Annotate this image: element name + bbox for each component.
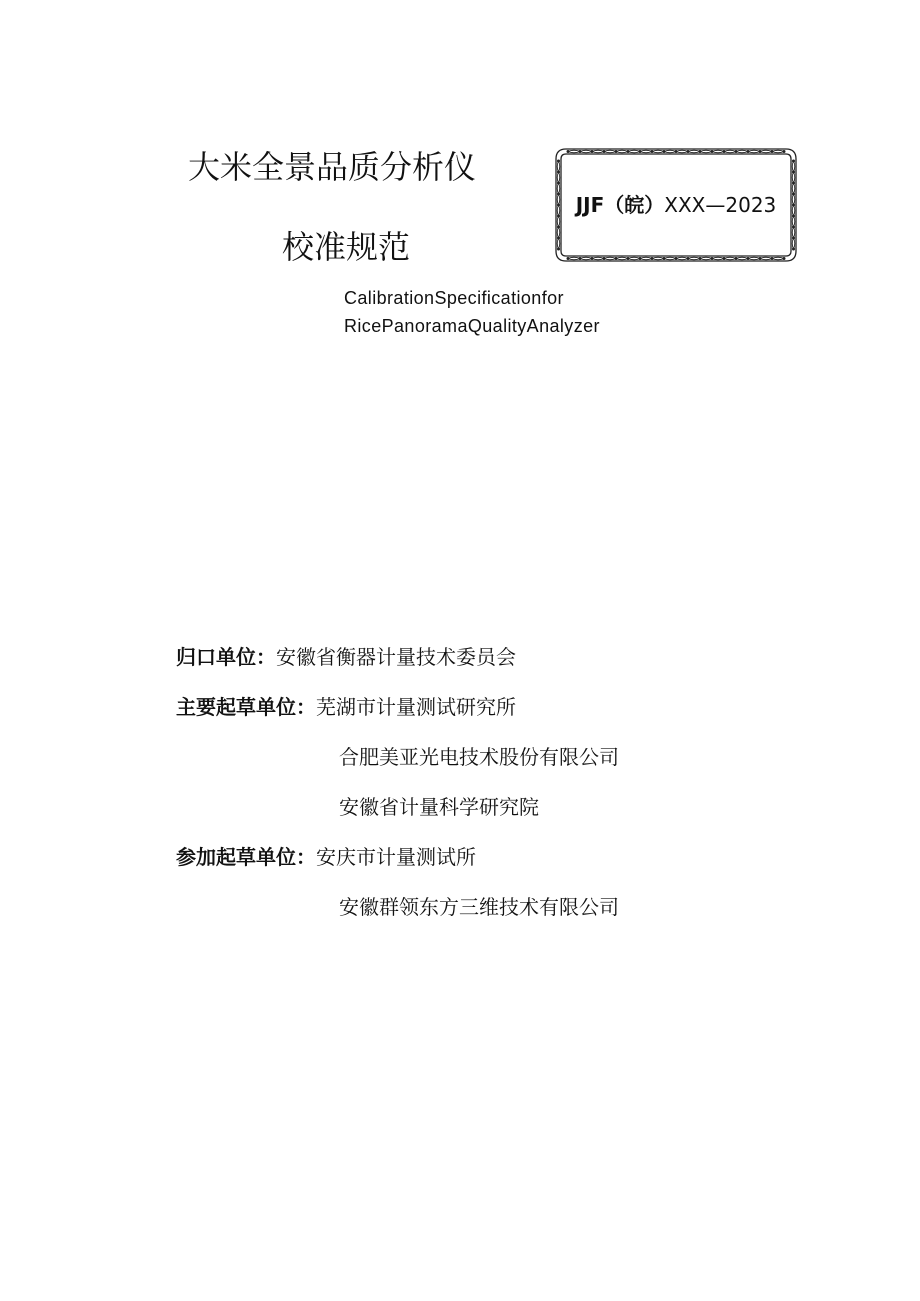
english-title-line-1: CalibrationSpecificationfor [344,288,564,308]
english-title-line-2: RicePanoramaQualityAnalyzer [344,316,600,336]
title-line-1: 大米全景品质分析仪 [188,148,477,186]
code-number: XXX—2023 [664,193,777,217]
code-frame [552,145,800,265]
standard-code [552,189,800,218]
responsible-unit-label: 归口单位： [176,645,276,669]
title-line-2: 校准规范 [282,228,411,266]
responsible-unit-row [176,641,516,670]
main-drafting-unit: 安徽省计量科学研究院 [339,795,539,819]
main-drafting-label: 主要起草单位： [176,695,316,719]
participating-drafting-label: 参加起草单位： [176,845,316,869]
responsible-unit: 安徽省衡器计量技术委员会 [276,645,516,669]
main-drafting-row [176,691,516,720]
main-drafting-unit: 合肥美亚光电技术股份有限公司 [339,745,619,769]
participating-drafting-unit: 安庆市计量测试所 [316,845,476,869]
participating-drafting-row [176,841,476,870]
main-drafting-unit: 芜湖市计量测试研究所 [316,695,516,719]
participating-drafting-unit: 安徽群领东方三维技术有限公司 [339,895,619,919]
code-prefix: JJF（皖） [575,193,665,217]
